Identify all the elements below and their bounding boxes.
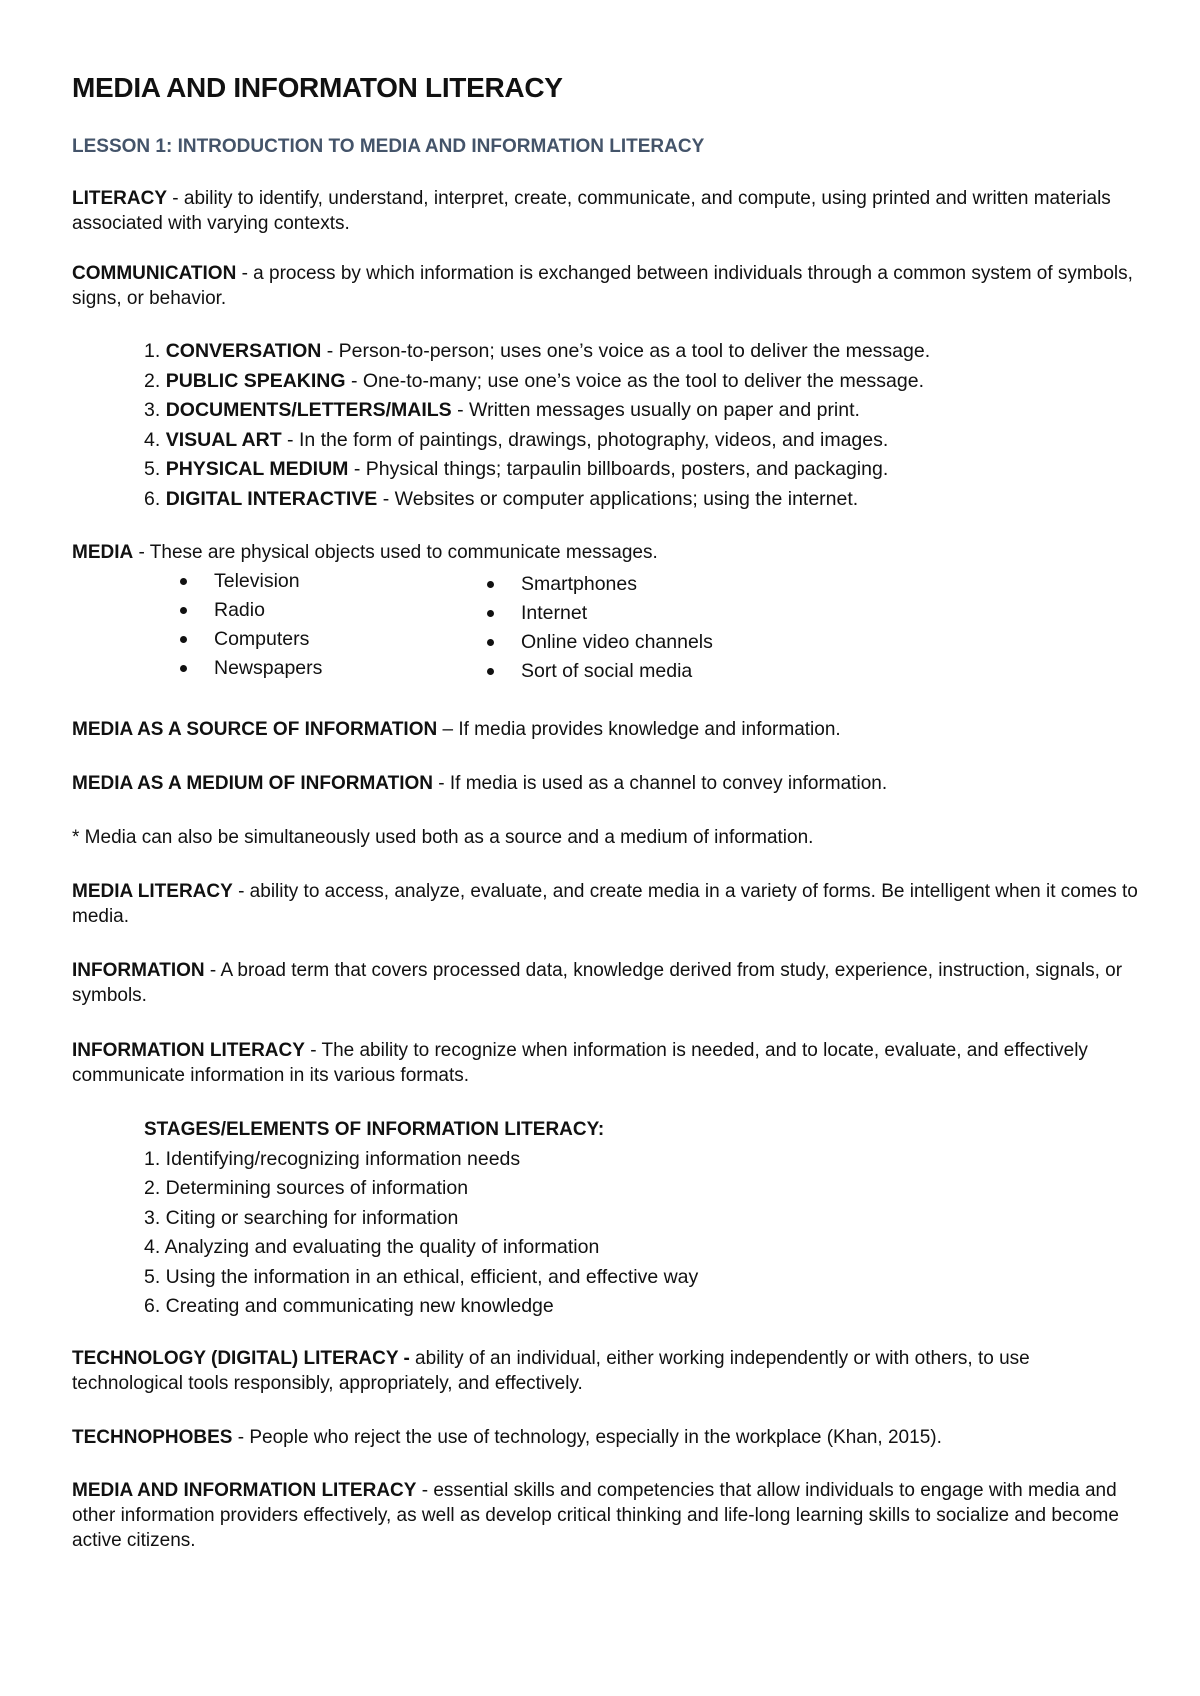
term: INFORMATION LITERACY	[72, 1040, 305, 1061]
technophobes-definition	[72, 1425, 1142, 1450]
bullet-icon	[180, 636, 187, 643]
term: LITERACY	[72, 188, 167, 209]
definition: - essential skills and competencies that allow individuals to engage with media and other information providers effectively, as well as develop critical thinking and life-long learning skills to socialize and become active citizens.	[72, 1480, 1119, 1551]
definition: - A broad term that covers processed data, knowledge derived from study, experience, instruction, signals, or symbols.	[72, 960, 1123, 1006]
communication-types-list	[144, 337, 930, 514]
list-item: 2. Determining sources of information	[144, 1177, 469, 1199]
bullet-icon	[180, 607, 187, 614]
term: TECHNOPHOBES	[72, 1427, 233, 1448]
list-item: 6. Creating and communicating new knowledge	[144, 1295, 554, 1317]
list-item: 5. Using the information in an ethical, efficient, and effective way	[144, 1265, 699, 1288]
definition: - The ability to recognize when information is needed, and to locate, evaluate, and effectively communicate information in its various formats.	[72, 1040, 1088, 1086]
list-item: Radio	[176, 596, 322, 625]
media-source-definition	[72, 717, 1142, 742]
definition: - ability to access, analyze, evaluate, and create media in a variety of forms. Be intelligent when it comes to media.	[72, 881, 1138, 927]
stages-heading: STAGES/ELEMENTS OF INFORMATION LITERACY:	[144, 1119, 605, 1140]
term: MEDIA	[72, 542, 134, 563]
media-list-left	[176, 567, 322, 683]
term: MEDIA AND INFORMATION LITERACY	[72, 1480, 417, 1501]
list-item: Sort of social media	[483, 657, 713, 686]
lesson-heading: LESSON 1: INTRODUCTION TO MEDIA AND INFORMATION LITERACY	[72, 136, 705, 157]
media-medium-definition	[72, 771, 1142, 796]
list-item: 1. CONVERSATION - Person-to-person; uses one’s voice as a tool to deliver the message.	[144, 340, 931, 362]
bullet-icon	[487, 639, 494, 646]
definition: ability of an individual, either working independently or with others, to use technological tools responsibly, appropriately, and effectively.	[72, 1348, 1030, 1394]
list-item: 4. Analyzing and evaluating the quality of information	[144, 1236, 600, 1258]
bullet-icon	[180, 578, 187, 585]
bullet-icon	[487, 581, 494, 588]
bullet-icon	[487, 668, 494, 675]
list-item: 3. DOCUMENTS/LETTERS/MAILS - Written messages usually on paper and print.	[144, 399, 860, 421]
technology-literacy-definition	[72, 1346, 1142, 1396]
bullet-icon	[180, 665, 187, 672]
media-literacy-definition	[72, 879, 1142, 929]
definition: – If media provides knowledge and information.	[437, 719, 841, 740]
definition: - ability to identify, understand, interpret, create, communicate, and compute, using printed and written materials associated with varying contexts.	[72, 188, 1111, 234]
list-item: 6. DIGITAL INTERACTIVE - Websites or computer applications; using the internet.	[144, 487, 859, 510]
term: COMMUNICATION	[72, 263, 237, 284]
definition: - If media is used as a channel to convey information.	[432, 773, 888, 794]
list-item: 5. PHYSICAL MEDIUM - Physical things; tarpaulin billboards, posters, and packaging.	[144, 458, 889, 480]
list-item: Newspapers	[176, 654, 322, 683]
list-item: Television	[176, 567, 322, 596]
media-list-right	[483, 570, 713, 686]
list-item: Computers	[176, 625, 322, 654]
media-definition	[72, 540, 1142, 565]
term: MEDIA AS A MEDIUM OF INFORMATION	[72, 773, 433, 794]
list-item: Internet	[483, 599, 713, 628]
definition: - These are physical objects used to communicate messages.	[133, 542, 658, 563]
literacy-definition	[72, 186, 1142, 236]
list-item: 4. VISUAL ART - In the form of paintings, drawings, photography, videos, and images.	[144, 428, 889, 451]
term: INFORMATION	[72, 960, 205, 981]
list-item: Smartphones	[483, 570, 713, 599]
term: TECHNOLOGY (DIGITAL) LITERACY -	[72, 1348, 410, 1369]
media-note: * Media can also be simultaneously used both as a source and a medium of information.	[72, 827, 814, 848]
bullet-icon	[487, 610, 494, 617]
list-item: 2. PUBLIC SPEAKING - One-to-many; use one’s voice as the tool to deliver the message.	[144, 369, 924, 392]
definition: - People who reject the use of technology, especially in the workplace (Khan, 2015).	[232, 1427, 942, 1448]
definition: - a process by which information is exchanged between individuals through a common system of symbols, signs, or behavior.	[72, 263, 1133, 309]
mil-definition	[72, 1478, 1142, 1553]
information-definition	[72, 958, 1142, 1008]
list-item: Online video channels	[483, 628, 713, 657]
term: MEDIA AS A SOURCE OF INFORMATION	[72, 719, 438, 740]
term: MEDIA LITERACY	[72, 881, 233, 902]
information-literacy-stages	[144, 1115, 698, 1322]
list-item: 3. Citing or searching for information	[144, 1206, 459, 1229]
document-title: MEDIA AND INFORMATON LITERACY	[72, 72, 563, 103]
information-literacy-definition	[72, 1038, 1142, 1088]
communication-definition	[72, 261, 1142, 311]
list-item: 1. Identifying/recognizing information needs	[144, 1147, 521, 1170]
